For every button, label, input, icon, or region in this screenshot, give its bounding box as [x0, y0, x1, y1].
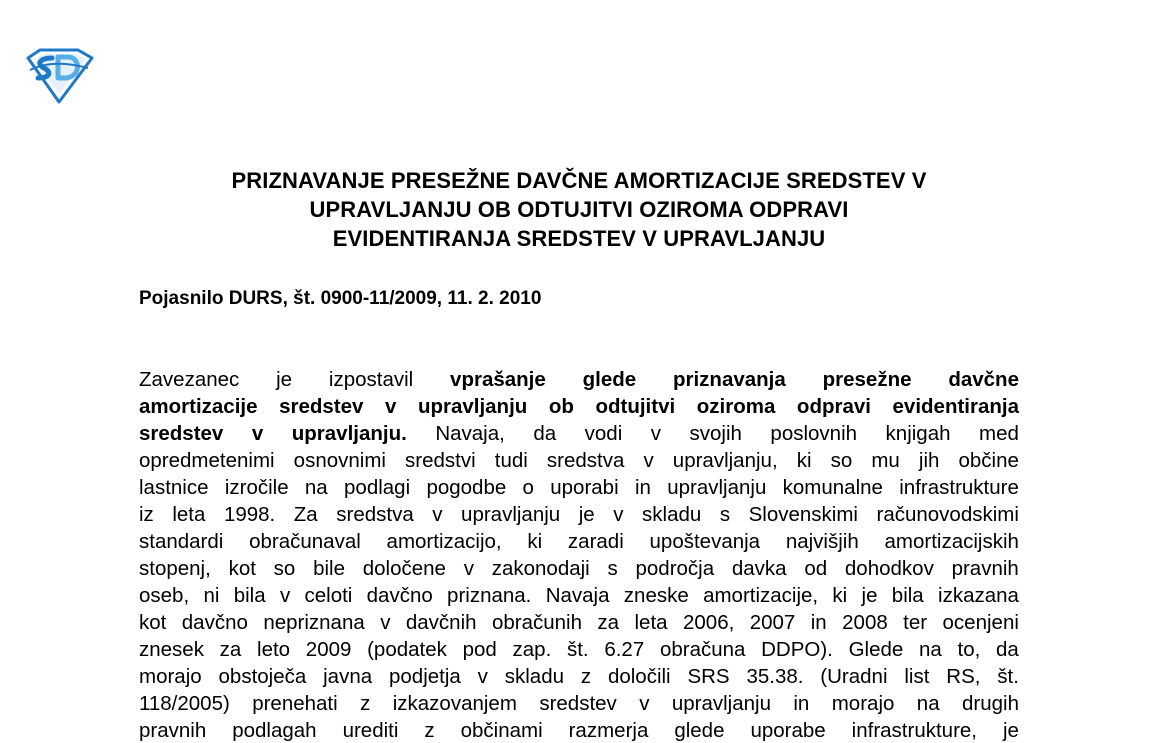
body-word: in: [793, 692, 810, 715]
body-word: urediti: [342, 719, 399, 742]
document-title: [100, 166, 1058, 253]
body-word: izročile: [224, 476, 289, 499]
body-word: s: [607, 557, 618, 580]
body-word: 1998.: [223, 503, 276, 526]
body-line: [139, 663, 1019, 690]
document-subtitle: Pojasnilo DURS, št. 0900-11/2009, 11. 2. 2010: [139, 288, 542, 309]
body-line: [139, 609, 1019, 636]
body-word: upravljanju: [671, 692, 771, 715]
body-word: amortizacijo,: [386, 530, 502, 553]
body-line: [139, 447, 1019, 474]
body-word: sredstva: [546, 449, 625, 472]
body-word: upravljanju: [417, 395, 528, 418]
body-word: odpravi: [796, 395, 871, 418]
body-word: leta: [172, 503, 206, 526]
body-word: zneske: [623, 584, 689, 607]
body-line: [139, 420, 1019, 447]
body-word: izkazovanjem: [392, 692, 517, 715]
body-word: določene: [362, 557, 446, 580]
body-word: pravnih: [139, 719, 207, 742]
body-word: RS,: [946, 665, 981, 688]
body-word: drugih: [962, 692, 1019, 715]
body-word: iz: [139, 503, 154, 526]
body-word: izpostavil: [328, 368, 414, 391]
body-word: davčnih: [405, 611, 477, 634]
body-word: leta: [634, 611, 668, 634]
body-word: (podatek: [367, 638, 447, 661]
body-word: uporabi: [550, 476, 619, 499]
body-word: ter: [903, 611, 928, 634]
body-word: knjigah: [885, 422, 951, 445]
body-word: Navaja,: [435, 422, 505, 445]
body-word: ni: [203, 584, 220, 607]
body-word: v: [432, 503, 443, 526]
body-word: glede: [582, 368, 637, 391]
title-line-3: EVIDENTIRANJA SREDSTEV V UPRAVLJANJU: [332, 226, 826, 251]
body-word: svojih: [689, 422, 742, 445]
body-word: infrastrukture: [899, 476, 1019, 499]
body-word: amortizacije,: [703, 584, 819, 607]
body-word: Za: [293, 503, 318, 526]
body-word: obračunih: [491, 611, 582, 634]
body-word: 2007: [749, 611, 796, 634]
body-line: [139, 501, 1019, 528]
body-line: [139, 717, 1019, 743]
body-word: ob: [548, 395, 574, 418]
body-word: 2006,: [682, 611, 735, 634]
body-word: sredstev: [279, 395, 364, 418]
body-word: v: [477, 665, 488, 688]
body-word: in: [634, 476, 651, 499]
body-word: da: [996, 638, 1019, 661]
body-line: [139, 555, 1019, 582]
body-word: priznavanja: [672, 368, 786, 391]
body-word: izkazana: [938, 584, 1019, 607]
body-line: [139, 582, 1019, 609]
body-word: je: [861, 584, 878, 607]
body-word: odtujitvi: [595, 395, 676, 418]
body-word: z: [360, 692, 371, 715]
body-word: sredstvi: [405, 449, 476, 472]
body-word: področja: [635, 557, 715, 580]
body-word: v: [643, 449, 654, 472]
body-word: za: [597, 611, 620, 634]
body-word: celoti: [304, 584, 353, 607]
body-word: (Uradni: [820, 665, 888, 688]
body-word: vprašanje: [450, 368, 546, 391]
body-word: infrastrukture,: [851, 719, 977, 742]
body-word: kot: [228, 557, 256, 580]
body-line: [139, 393, 1019, 420]
body-word: obstoječa: [218, 665, 307, 688]
body-word: podlagah: [232, 719, 317, 742]
body-word: morajo: [139, 665, 202, 688]
body-word: pogodbe: [426, 476, 507, 499]
body-word: nepriznana: [263, 611, 365, 634]
body-word: upoštevanja: [649, 530, 761, 553]
body-word: osnovnimi: [293, 449, 386, 472]
body-word: skladu: [642, 503, 702, 526]
body-word: najvišjih: [785, 530, 859, 553]
body-word: v: [384, 395, 397, 418]
body-word: komunalne: [782, 476, 883, 499]
body-word: presežne: [822, 368, 912, 391]
body-word: da: [533, 422, 557, 445]
body-word: standardi: [139, 530, 224, 553]
body-word: z: [424, 719, 435, 742]
body-word: občine: [958, 449, 1019, 472]
body-word: bile: [313, 557, 345, 580]
body-word: bila: [233, 584, 266, 607]
body-word: glede: [674, 719, 725, 742]
body-word: ki: [832, 584, 848, 607]
body-word: lastnice: [139, 476, 209, 499]
body-word: so: [830, 449, 853, 472]
body-word: razmerja: [568, 719, 649, 742]
body-word: ki: [796, 449, 812, 472]
body-line: [139, 366, 1019, 393]
body-word: upravljanju,: [672, 449, 778, 472]
body-word: v: [639, 692, 650, 715]
body-line: [139, 690, 1019, 717]
body-line: [139, 528, 1019, 555]
body-word: na: [304, 476, 328, 499]
body-word: v: [463, 557, 474, 580]
body-word: oziroma: [696, 395, 776, 418]
body-word: v: [650, 422, 661, 445]
body-word: s: [719, 503, 731, 526]
body-word: evidentiranja: [892, 395, 1019, 418]
body-word: je: [578, 503, 595, 526]
body-word: pravnih: [951, 557, 1019, 580]
body-word: mu: [871, 449, 900, 472]
body-word: je: [1002, 719, 1019, 742]
body-word: bila: [891, 584, 924, 607]
body-word: je: [276, 368, 293, 391]
body-word: poslovnih: [770, 422, 858, 445]
body-word: list: [904, 665, 930, 688]
title-line-1: PRIZNAVANJE PRESEŽNE DAVČNE AMORTIZACIJE SREDSTEV V: [231, 168, 927, 193]
body-word: pod: [462, 638, 497, 661]
body-word: 2009: [305, 638, 352, 661]
body-word: občinami: [460, 719, 543, 742]
body-word: stopenj,: [139, 557, 211, 580]
body-word: v: [251, 422, 264, 445]
body-word: računovodskimi: [876, 503, 1019, 526]
body-word: uporabe: [750, 719, 826, 742]
body-word: vodi: [584, 422, 623, 445]
body-line: [139, 474, 1019, 501]
body-word: leto: [257, 638, 291, 661]
body-word: javna: [323, 665, 373, 688]
body-word: zaradi: [567, 530, 624, 553]
body-word: v: [279, 584, 291, 607]
body-word: št.: [566, 638, 589, 661]
body-word: davčno: [181, 611, 248, 634]
body-word: obračuna: [659, 638, 746, 661]
body-word: tudi: [494, 449, 528, 472]
body-word: Navaja: [545, 584, 610, 607]
body-word: amortizacije: [139, 395, 258, 418]
body-word: med: [979, 422, 1019, 445]
body-word: sredstev: [539, 692, 617, 715]
body-word: v: [380, 611, 391, 634]
body-word: na: [916, 692, 940, 715]
body-word: zap.: [512, 638, 552, 661]
body-word: to,: [957, 638, 981, 661]
body-word: obračunaval: [249, 530, 361, 553]
body-word: ocenjeni: [942, 611, 1019, 634]
body-word: davka: [731, 557, 787, 580]
body-word: št.: [997, 665, 1019, 688]
body-word: od: [804, 557, 828, 580]
body-word: upravljanju: [461, 503, 561, 526]
body-word: opredmetenimi: [139, 449, 275, 472]
body-word: 118/2005): [139, 692, 230, 715]
body-word: davčne: [948, 368, 1019, 391]
body-word: upravljanju: [667, 476, 767, 499]
body-paragraph: [139, 366, 1019, 743]
body-word: skladu: [504, 665, 564, 688]
body-word: SRS: [687, 665, 730, 688]
title-line-2: UPRAVLJANJU OB ODTUJITVI OZIROMA ODPRAVI: [309, 197, 849, 222]
body-word: podjetja: [388, 665, 461, 688]
durs-logo-icon: [22, 48, 96, 104]
body-word: 6.27: [604, 638, 645, 661]
body-word: ki: [527, 530, 543, 553]
body-word: jih: [918, 449, 940, 472]
body-word: Slovenskimi: [748, 503, 858, 526]
body-line: [139, 636, 1019, 663]
body-word: DDPO).: [761, 638, 833, 661]
body-word: o: [522, 476, 534, 499]
body-word: prenehati: [252, 692, 338, 715]
body-word: na: [919, 638, 942, 661]
body-word: podlagi: [344, 476, 411, 499]
body-word: za: [219, 638, 242, 661]
body-word: davčno: [366, 584, 433, 607]
body-word: z: [580, 665, 592, 688]
body-word: upravljanju.: [291, 422, 407, 445]
body-word: Zavezanec: [139, 368, 240, 391]
body-word: kot: [139, 611, 167, 634]
body-word: v: [613, 503, 624, 526]
body-word: amortizacijskih: [884, 530, 1019, 553]
body-word: 2008: [842, 611, 888, 634]
body-word: znesek: [139, 638, 204, 661]
body-word: in: [810, 611, 827, 634]
body-word: dohodkov: [844, 557, 934, 580]
body-word: priznana.: [447, 584, 532, 607]
body-word: sredstev: [139, 422, 224, 445]
body-word: sredstva: [336, 503, 414, 526]
body-word: morajo: [831, 692, 895, 715]
body-word: določili: [607, 665, 671, 688]
body-word: zakonodaji: [491, 557, 590, 580]
body-word: Glede: [848, 638, 904, 661]
body-word: 35.38.: [746, 665, 804, 688]
body-word: so: [273, 557, 296, 580]
body-word: oseb,: [139, 584, 190, 607]
